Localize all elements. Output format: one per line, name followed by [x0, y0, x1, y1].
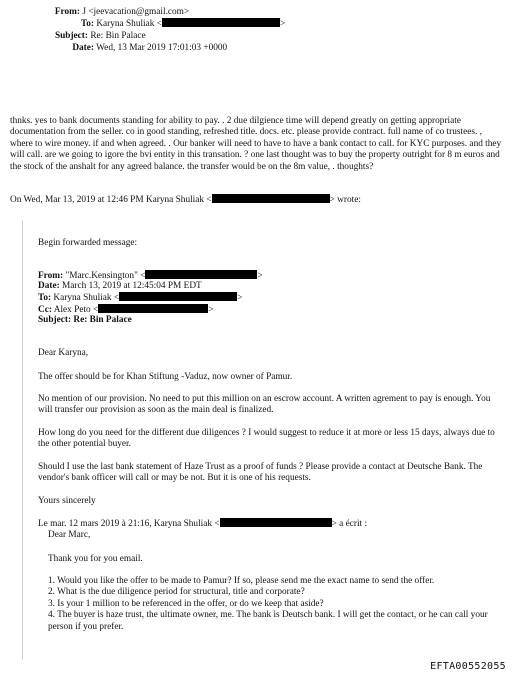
forwarded-header: [38, 270, 263, 326]
marc-paragraph-3: How long do you need for the different due diligences ? I would suggest to reduce it at more or less 15 days, always due to the other potential buyer.: [38, 428, 495, 450]
fwd-from-label: From:: [38, 271, 64, 281]
to-suffix: >: [280, 19, 286, 29]
on-wrote-line: [10, 194, 361, 206]
redaction-bar: [220, 518, 332, 527]
fwd-to-row: [38, 292, 263, 303]
le-mar-line: [38, 518, 367, 530]
redaction-bar: [98, 304, 208, 313]
fwd-cc-label: Cc:: [38, 304, 52, 315]
list-item: 1. Would you like the offer to be made to Pamur? If so, please send me the exact name to send the offer.: [48, 576, 435, 586]
marc-paragraph-4: Should I use the last bank statement of Haze Trust as a proof of funds ? Please provide a contact at Deutsche Bank. The vendor's bank officer will call or may be not. But it is one of his requests.: [38, 462, 483, 484]
document-id: EFTA00552055: [430, 660, 506, 672]
karyna-thanks: Thank you for you email.: [48, 554, 143, 564]
fwd-cc-row: [38, 304, 263, 315]
fwd-from-row: [38, 270, 263, 281]
email-header: [42, 6, 285, 54]
fwd-subject-value: Re: Bin Palace: [73, 314, 132, 325]
list-item: 3. Is your 1 million to be referenced in the offer, or do we keep that aside?: [48, 598, 324, 609]
fwd-date-value: March 13, 2019 at 12:45:04 PM EDT: [62, 281, 202, 292]
marc-closing: Yours sincerely: [38, 496, 96, 506]
from-label: From:: [54, 7, 80, 17]
fwd-to-label: To:: [38, 293, 52, 304]
le-mar-prefix: Le mar. 12 mars 2019 à 21:16, Karyna Shuliak <: [38, 519, 220, 529]
from-value[interactable]: J <jeevacation@gmail.com>: [82, 7, 190, 17]
redaction-bar: [119, 292, 237, 301]
fwd-subject-label: Subject:: [38, 314, 72, 325]
fwd-date-row: [38, 281, 263, 292]
reply-body: thnks. yes to bank documents standing for ability to pay. . 2 due dilgience time will depend greatly on getting appropriate documentation from the seller. co in good standing, refreshed title. docs. etc. please provide contract. full name of co trustees. , where to wire money. if and when agreed. . Our banker will need to have to have a bank contact to call. for KYC purposes. and they will call. are we going to igore the bvi entity in this transation. ? one last thought was to buy the property outright for 8 m euros and the stock of the anshalt for any agreed balance. the transfer would be on the 8m value, . thoughts?: [10, 116, 502, 172]
fwd-subject-row: [38, 315, 263, 326]
karyna-salutation: Dear Marc,: [48, 530, 91, 540]
fwd-to-value[interactable]: Karyna Shuliak <: [53, 293, 120, 304]
karyna-question-list: [48, 576, 504, 633]
header-to-row: [42, 18, 285, 30]
fwd-cc-value[interactable]: Alex Peto <: [53, 304, 99, 315]
header-from-row: [42, 6, 285, 18]
redaction-bar: [162, 18, 280, 27]
on-wrote-prefix: On Wed, Mar 13, 2019 at 12:46 PM Karyna Shuliak <: [10, 195, 212, 205]
quote-bar: [22, 220, 23, 660]
header-subject-row: [42, 30, 285, 42]
header-date-row: [42, 42, 285, 54]
fwd-from-suffix: >: [257, 271, 263, 281]
fwd-to-suffix: >: [237, 293, 243, 304]
marc-salutation: Dear Karyna,: [38, 348, 89, 358]
fwd-cc-suffix: >: [208, 304, 214, 315]
subject-label: Subject:: [54, 31, 88, 41]
forward-intro: Begin forwarded message:: [38, 238, 138, 248]
date-value: Wed, 13 Mar 2019 17:01:03 +0000: [96, 43, 228, 53]
marc-paragraph-1: The offer should be for Khan Stiftung -Vaduz, now owner of Pamur.: [38, 372, 293, 382]
subject-value: Re: Bin Palace: [90, 31, 146, 41]
to-value[interactable]: Karyna Shuliak <: [96, 19, 162, 29]
redaction-bar: [145, 270, 257, 279]
list-item: 4. The buyer is haze trust, the ultimate owner, me. The bank is Deutsch bank. I will get the contact, or he can call your person if you prefer.: [48, 610, 488, 632]
fwd-from-value[interactable]: "Marc.Kensington" <: [65, 271, 146, 281]
redaction-bar: [212, 194, 330, 203]
to-label: To:: [80, 19, 94, 29]
on-wrote-suffix: > wrote:: [329, 195, 361, 205]
marc-paragraph-2: No mention of our provision. No need to put this million on an escrow account. A written agrement to pay is enough. You will transfer our provision as soon as the main deal is finalized.: [38, 394, 491, 416]
date-label: Date:: [72, 43, 94, 53]
list-item: 2. What is the due diligence period for structural, title and corporate?: [48, 587, 305, 598]
le-mar-suffix: > a écrit :: [331, 519, 368, 529]
fwd-date-label: Date:: [38, 281, 60, 292]
